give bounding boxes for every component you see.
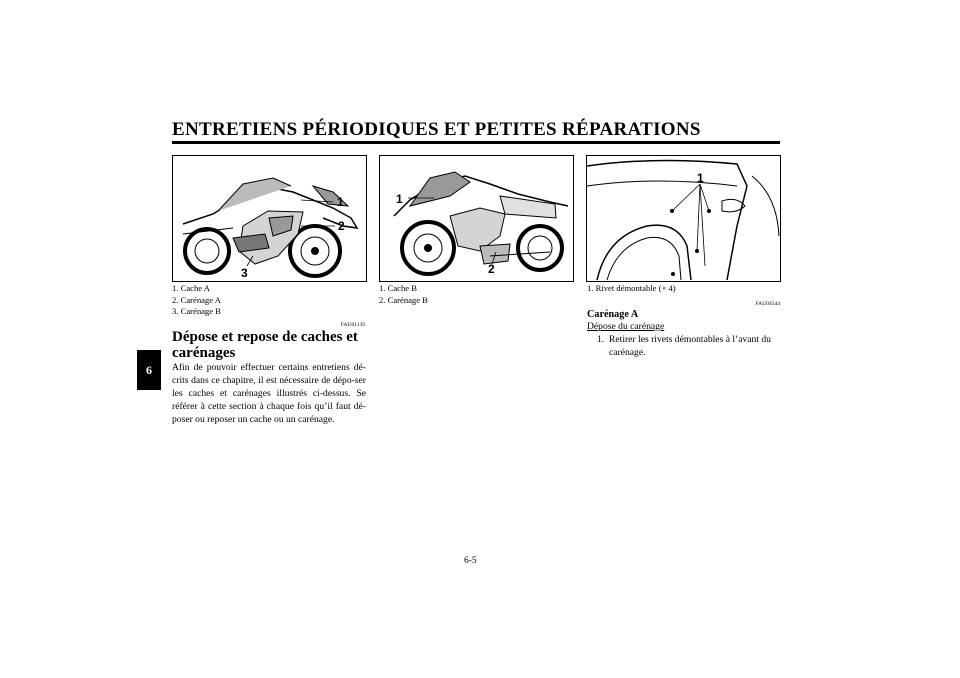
figure-rivets [586,155,781,282]
subheading: Dépose du carénage [587,321,665,332]
caption-item: 2. Carénage B [379,294,428,305]
front-fairing-illustration [587,156,780,281]
reference-code: FAU04544 [755,301,780,307]
callout-1: 1 [396,192,403,206]
section-heading: Carénage A [587,309,639,320]
section-body: Afin de pouvoir effectuer certains entretiens dé-crits dans ce chapitre, il est nécessaire de dépo-ser les caches et carénages illustrés ci-dessus. Se référer à cette section à chaque fois qu’il faut dé-poser ou reposer un cache ou un carénage. [172,362,366,425]
caption-item: 2. Carénage A [172,294,221,305]
motorcycle-right-illustration [380,156,573,281]
step-text: Retirer les rivets démontables à l’avant du carénage. [609,334,771,358]
figure-1-caption [172,283,221,318]
callout-2: 2 [488,262,495,276]
page-title: ENTRETIENS PÉRIODIQUES ET PETITES RÉPARATIONS [172,119,701,140]
caption-item: 3. Carénage B [172,306,221,316]
callout-1: 1 [337,195,344,209]
title-rule [172,141,780,144]
figure-cache-a [172,155,367,282]
section-heading: Dépose et repose de caches et carénages [172,329,358,361]
caption-item: 1. Cache A [172,283,210,293]
figure-3-caption [587,283,676,295]
caption-item: 1. Rivet démontable (× 4) [587,283,676,293]
callout-1: 1 [697,171,704,185]
chapter-tab: 6 [137,350,161,390]
list-item [597,334,801,364]
reference-code: FAU01139 [340,322,365,328]
motorcycle-left-illustration [173,156,366,281]
callout-3: 3 [241,266,248,280]
page-number: 6-5 [464,556,477,566]
caption-item: 1. Cache B [379,283,417,293]
figure-cache-b [379,155,574,282]
step-number: 1. [597,334,605,345]
callout-2: 2 [338,219,345,233]
figure-2-caption [379,283,428,306]
